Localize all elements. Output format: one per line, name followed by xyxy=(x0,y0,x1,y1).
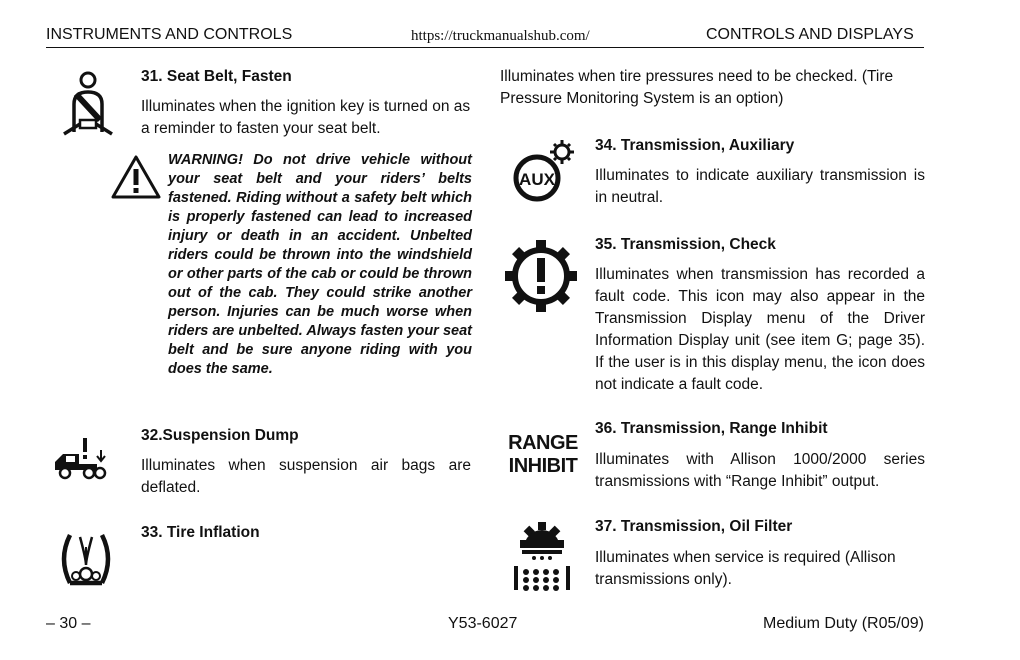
transmission-aux-icon xyxy=(507,138,577,204)
range-inhibit-line2: INHIBIT xyxy=(508,455,578,477)
item-31-title: 31. Seat Belt, Fasten xyxy=(141,68,292,85)
item-37-body: Illuminates when service is required (Allison transmissions only). xyxy=(595,549,896,588)
item-33-title: 33. Tire Inflation xyxy=(141,524,260,541)
item-32-body: Illuminates when suspension air bags are deflated. xyxy=(141,457,471,496)
item-36-body: Illuminates with Allison 1000/2000 series transmissions with “Range Inhibit” output. xyxy=(595,451,925,490)
page-number: – 30 – xyxy=(46,615,91,632)
header-left: INSTRUMENTS AND CONTROLS xyxy=(46,26,293,43)
document-id: Y53-6027 xyxy=(448,615,518,632)
warning-triangle-icon xyxy=(110,154,162,200)
suspension-dump-icon xyxy=(53,436,109,480)
item-35-body: Illuminates when transmission has recorded a fault code. This icon may also appear in the Transmission Display menu of the Driver Information Display unit (see item G; page 35). If the user is in this display menu, the icon does not indicate a fault code. xyxy=(595,266,925,393)
header-right: CONTROLS AND DISPLAYS xyxy=(706,26,914,43)
transmission-check-icon xyxy=(503,238,579,314)
item-37-title: 37. Transmission, Oil Filter xyxy=(595,518,793,535)
oil-filter-icon xyxy=(512,520,572,592)
range-inhibit-icon xyxy=(505,432,581,478)
item-36-title: 36. Transmission, Range Inhibit xyxy=(595,420,828,437)
range-inhibit-line1: RANGE xyxy=(508,432,578,454)
header-rule xyxy=(46,47,924,48)
item-33-body: Illuminates when tire pressures need to be checked. (Tire Pressure Monitoring System is an option) xyxy=(500,68,894,107)
item-32-title: 32.Suspension Dump xyxy=(141,427,299,444)
item-34-body: Illuminates to indicate auxiliary transmission is in neutral. xyxy=(595,167,925,206)
item-34-title: 34. Transmission, Auxiliary xyxy=(595,137,795,154)
header-url: https://truckmanualshub.com/ xyxy=(411,28,590,44)
edition-label: Medium Duty (R05/09) xyxy=(763,615,924,632)
seat-belt-icon xyxy=(60,70,116,136)
item-31-warning: WARNING! Do not drive vehicle without your seat belt and your riders’ belts fastened. Riding without a safety belt which is properly fastened can lead to increased injury or death in an accident. Unbelted riders could be thrown into the windshield or other parts of the cab or could be thrown out of the cab. They could strike another person. Injuries can be much worse when riders are unbelted. Always fasten your seat belt and be sure anyone riding with you does the same. xyxy=(168,152,472,377)
item-31-body: Illuminates when the ignition key is turned on as a reminder to fasten your seat belt. xyxy=(141,98,471,137)
aux-icon-text: AUX xyxy=(519,170,555,189)
tire-pressure-icon xyxy=(56,525,116,591)
item-35-title: 35. Transmission, Check xyxy=(595,236,776,253)
